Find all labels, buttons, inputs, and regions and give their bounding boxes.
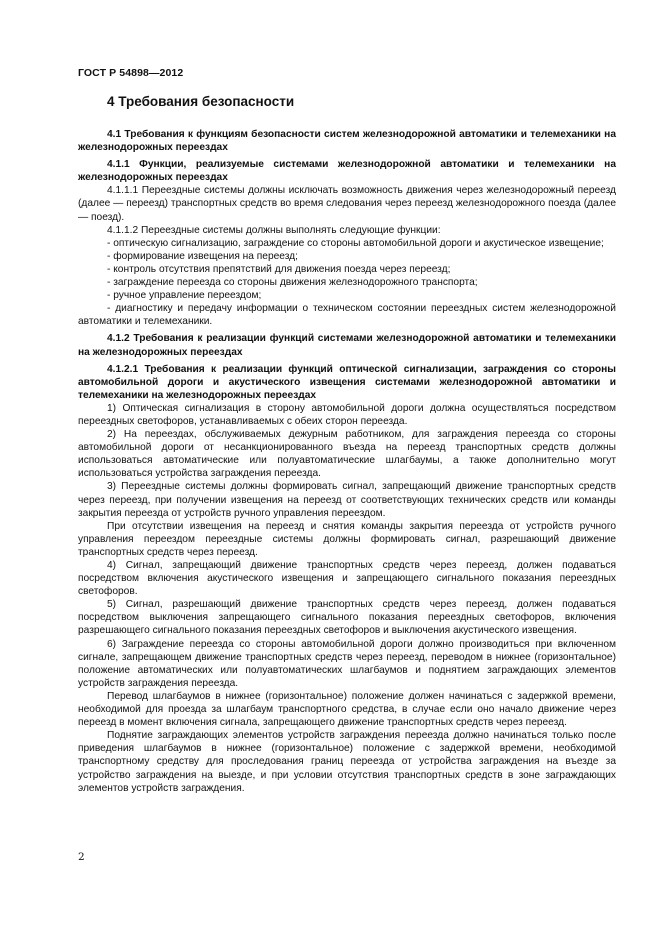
paragraph-4-1: 4.1 Требования к функциям безопасности систем железнодорожной автоматики и телемеханики на железнодорожных переездах [78,129,616,154]
paragraph-item-3: 3) Переездные системы должны формировать сигнал, запрещающий движение транспортных средств через переезд, при получении извещения на переезд от соответствующих технических средств или команды закрытия переезда от устройств ручного управления переездом. [78,481,616,519]
paragraph-4-1-1: 4.1.1 Функции, реализуемые системами железнодорожной автоматики и телемеханики на железнодорожных переездах [78,159,616,184]
paragraph-item-6: 6) Заграждение переезда со стороны автомобильной дороги должно производиться при включенном сигнале, запрещающем движение транспортных средств через переезд, переводом в нижнее (горизонтальное) положение автоматических или полуавтоматических шлагбаумов и поднятием заграждающих элементов устройств заграждения переезда. [78,638,616,689]
paragraph-item-5: 5) Сигнал, разрешающий движение транспортных средств через переезд, должен подаваться посредством выключения запрещающего сигнального показания переездных светофоров, включения разрешающего сигнального показания переездных светофоров и выключения акустического извещения. [78,599,616,637]
list-item: - заграждение переезда со стороны движения железнодорожного транспорта; [107,277,478,289]
document-body [78,128,616,795]
paragraph-4-1-1-1: 4.1.1.1 Переездные системы должны исключать возможность движения через железнодорожный переезд (далее — переезд) транспортных средств во время следования через переезд железнодорожного поезда (далее — поезд). [78,185,616,223]
list-item: - ручное управление переездом; [107,290,262,302]
section-title: 4 Требования безопасности [107,94,295,109]
paragraph-item-6-cont-2: Поднятие заграждающих элементов устройств заграждения переезда должно начинаться только после приведения шлагбаумов в нижнее (горизонтальное) положение с задержкой времени, необходимой транспортному средству для проследования границ переезда от устройства заграждения на въезде за устройство заграждения на выезде, и при условии отсутствия транспортных средств в зоне заграждающих элементов устройств заграждения. [78,730,616,794]
paragraph-4-1-2-1: 4.1.2.1 Требования к реализации функций оптической сигнализации, заграждения со стороны автомобильной дороги и акустического извещения системами железнодорожной автоматики и телемеханики на железнодорожных переездах [78,363,616,401]
paragraph-item-4: 4) Сигнал, запрещающий движение транспортных средств через переезд, должен подаваться посредством включения акустического извещения и запрещающего сигнального показания переездных светофоров. [78,560,616,598]
paragraph-4-1-2: 4.1.2 Требования к реализации функций системами железнодорожной автоматики и телемеханики на железнодорожных переездах [78,333,616,358]
document-header: ГОСТ Р 54898—2012 [78,67,184,79]
paragraph-item-1: 1) Оптическая сигнализация в сторону автомобильной дороги должна осуществляться посредством переездных светофоров, устанавливаемых с обеих сторон переезда. [78,402,616,427]
page-number: 2 [78,851,85,863]
paragraph-item-3-cont: При отсутствии извещения на переезд и снятия команды закрытия переезда от устройств ручного управления переездом переездные системы должны формировать сигнал, разрешающий движение транспортных средств через переезд. [78,520,616,558]
list-item: - формирование извещения на переезд; [107,250,298,262]
paragraph-4-1-1-2: 4.1.1.2 Переездные системы должны выполнять следующие функции: [107,224,441,236]
list-item: - контроль отсутствия препятствий для движения поезда через переезд; [107,263,451,275]
paragraph-item-2: 2) На переездах, обслуживаемых дежурным работником, для заграждения переезда со стороны автомобильной дороги от несанкционированного въезда на переезд транспортных средств должны использоваться автоматические или полуавтоматические шлагбаумы, а также дополнительно могут использоваться устройства заграждения переезда. [78,429,616,480]
paragraph-item-6-cont-1: Перевод шлагбаумов в нижнее (горизонтальное) положение должен начинаться с задержкой времени, необходимой для проезда за шлагбаум транспортного средства, в случае если оно начало движение через переезд в момент включения сигнала, запрещающего движение транспортных средств через переезд. [78,690,616,729]
list-item: - оптическую сигнализацию, заграждение со стороны автомобильной дороги и акустическое извещение; [107,237,604,249]
list-item: - диагностику и передачу информации о техническом состоянии переездных систем железнодорожной автоматики и телемеханики. [78,303,616,328]
